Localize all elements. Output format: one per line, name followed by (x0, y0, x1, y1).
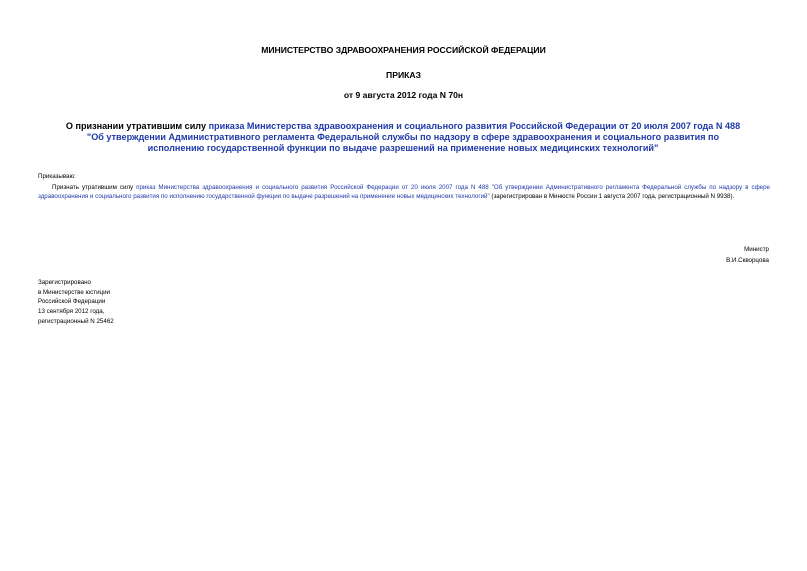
document-type-heading: ПРИКАЗ (386, 70, 421, 80)
order-paragraph (38, 183, 770, 202)
registration-line: в Министерстве юстиции (38, 289, 111, 296)
signature-name: В.И.Скворцова (726, 257, 769, 264)
title-prefix: О признании утратившим силу (65, 121, 209, 131)
order-word: Приказываю: (38, 173, 76, 180)
ministry-heading: МИНИСТЕРСТВО ЗДРАВООХРАНЕНИЯ РОССИЙСКОЙ ФЕДЕРАЦИИ (261, 45, 546, 55)
registration-line: Зарегистрировано (38, 279, 91, 286)
registration-line: Российской Федерации (38, 298, 106, 305)
registration-line: регистрационный N 25462 (38, 318, 114, 325)
document-title (58, 121, 748, 154)
paragraph-prefix: Признать утратившим силу (52, 184, 137, 191)
signature-position: Министр (744, 246, 769, 253)
paragraph-link[interactable]: приказ Министерства здравоохранения и социального развития Российской Федерации от 20 июля 2007 года N 488 "Об утверждении Административного регламента Федеральной службы по надзору в сфере здравоохранения и социального развития по исполнению государственной функции по выдаче разрешений на применение новых медицинских технологий" (38, 184, 770, 201)
paragraph-suffix: (зарегистрирован в Минюсте России 1 августа 2007 года, регистрационный N 9938). (489, 193, 735, 201)
title-link[interactable]: приказа Министерства здравоохранения и социального развития Российской Федерации от 20 июля 2007 года N 488 "Об утверждении Административного регламента Федеральной службы по надзору в сфере здравоохранения и социального развития по исполнению государственной функции по выдаче разрешений на применение новых медицинских технологий" (86, 121, 741, 153)
order-date-number: от 9 августа 2012 года N 70н (343, 90, 464, 100)
registration-line: 13 сентября 2012 года, (38, 308, 105, 315)
